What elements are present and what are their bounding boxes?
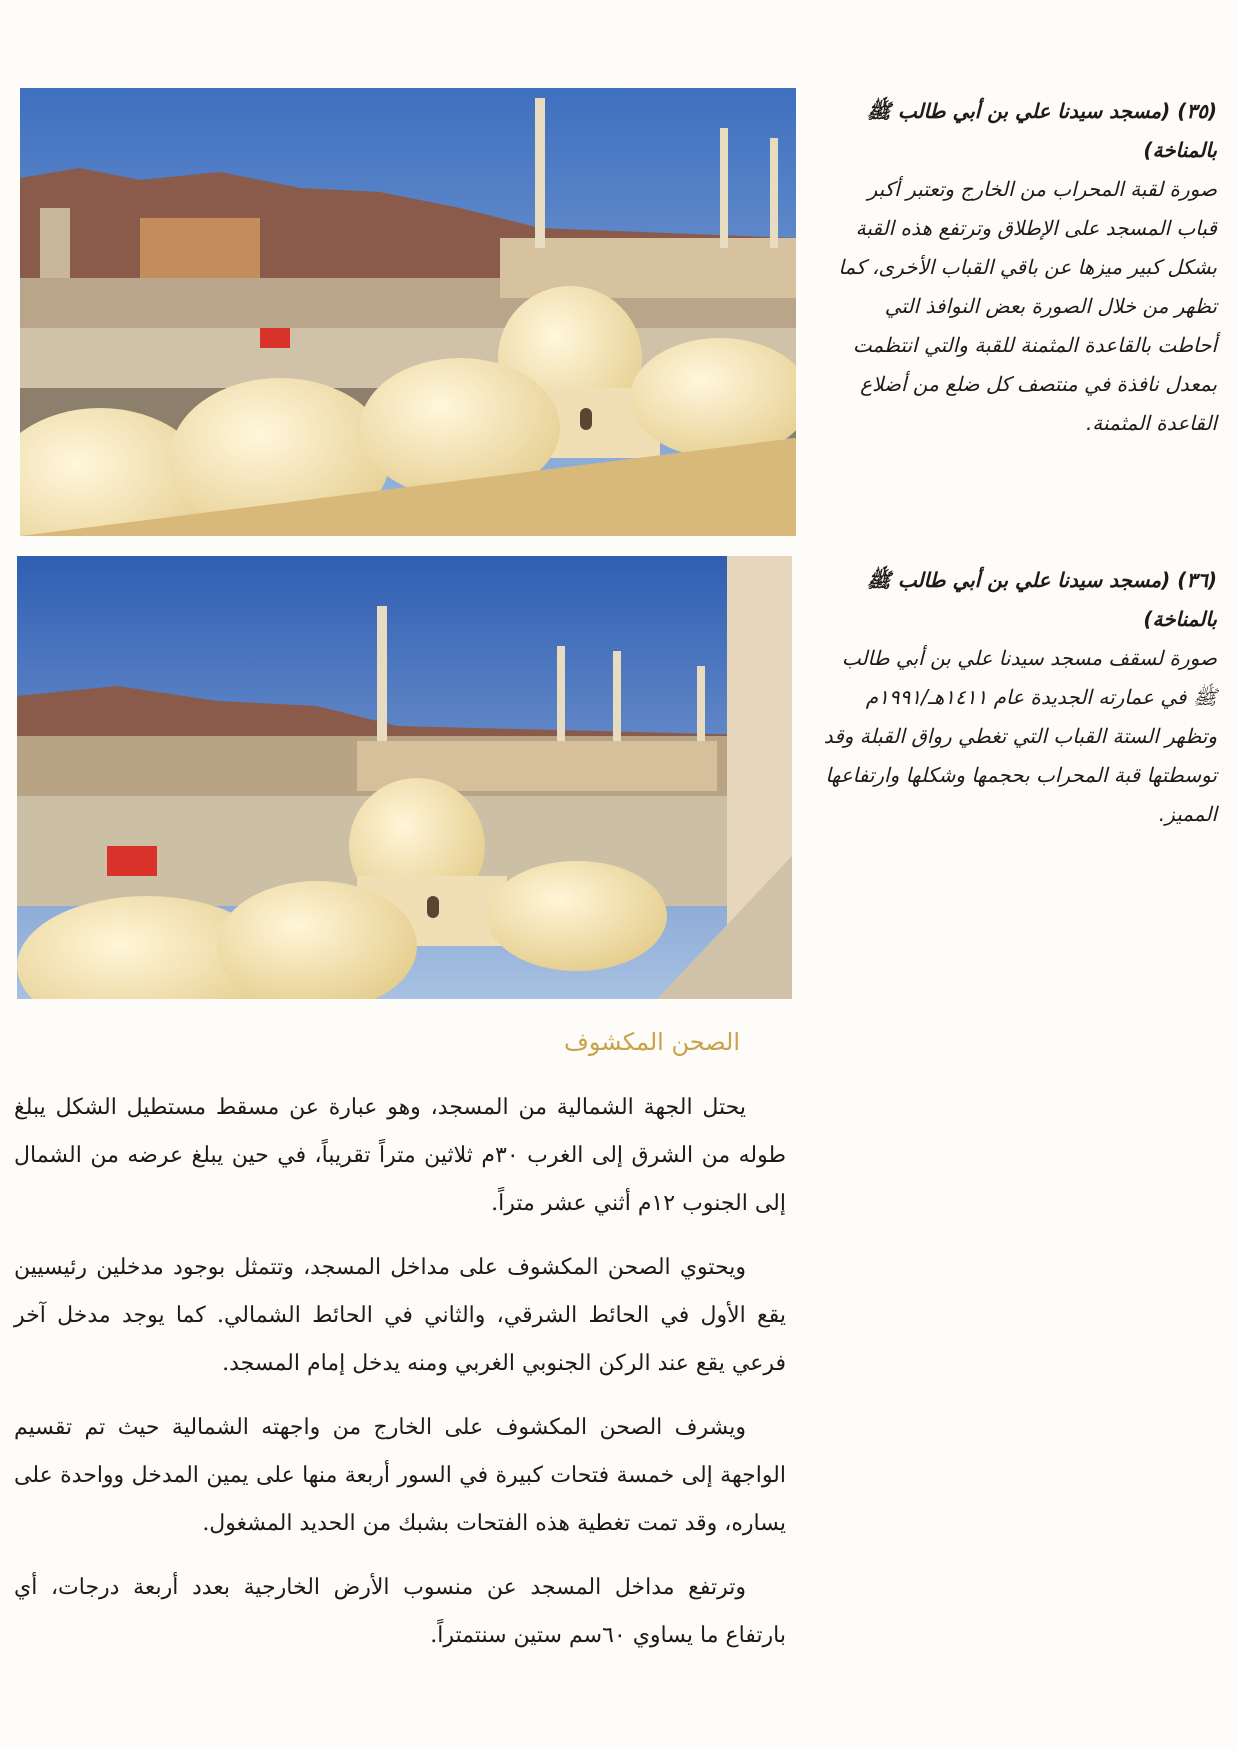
figure-caption-36 [822, 561, 1217, 834]
figure-description: صورة لقبة المحراب من الخارج وتعتبر أكبر قباب المسجد على الإطلاق وترتفع هذه القبة بشكل كبير ميزها عن باقي القباب الأخرى، كما تظهر من خلال الصورة بعض النوافذ التي أحاطت بالقاعدة المثمنة للقبة والتي انتظمت بمعدل نافذة في منتصف كل ضلع من أضلاع القاعدة المثمنة. [838, 177, 1217, 435]
figure-description: صورة لسقف مسجد سيدنا علي بن أبي طالب ﷺ في عمارته الجديدة عام ١٤١١هـ/١٩٩١م وتظهر الستة القباب التي تغطي رواق القبلة وقد توسطتها قبة المحراب بحجمها وشكلها وارتفاعها المميز. [823, 646, 1217, 826]
photo-2-drawing [17, 556, 792, 999]
photo-1-drawing [20, 88, 796, 536]
figure-caption-35 [822, 92, 1217, 443]
mosque-roof-photo-2 [17, 556, 792, 999]
body-text [14, 1084, 786, 1676]
paragraph: وترتفع مداخل المسجد عن منسوب الأرض الخارجية بعدد أربعة درجات، أي بارتفاع ما يساوي ٦٠سم ستين سنتمتراً. [14, 1575, 786, 1648]
paragraph: يحتل الجهة الشمالية من المسجد، وهو عبارة عن مسقط مستطيل الشكل يبلغ طوله من الشرق إلى الغرب ٣٠م ثلاثين متراً تقريباً، في حين يبلغ عرضه من الشمال إلى الجنوب ١٢م أثني عشر متراً. [14, 1095, 786, 1216]
paragraph: ويشرف الصحن المكشوف على الخارج من واجهته الشمالية حيث تم تقسيم الواجهة إلى خمسة فتحات كبيرة في السور أربعة منها على يمين المدخل وواحدة على يساره، وقد تمت تغطية هذه الفتحات بشبك من الحديد المشغول. [14, 1415, 786, 1536]
section-heading: الصحن المكشوف [564, 1028, 740, 1056]
paragraph: ويحتوي الصحن المكشوف على مداخل المسجد، وتتمثل بوجود مدخلين رئيسيين يقع الأول في الحائط الشرقي، والثاني في الحائط الشمالي. كما يوجد مدخل آخر فرعي يقع عند الركن الجنوبي الغربي ومنه يدخل إمام المسجد. [14, 1255, 786, 1376]
mosque-dome-photo-1 [20, 88, 796, 536]
figure-title: (٣٦) (مسجد سيدنا علي بن أبي طالب ﷺ بالمناخة) [866, 568, 1217, 631]
figure-title: (٣٥) (مسجد سيدنا علي بن أبي طالب ﷺ بالمناخة) [866, 99, 1217, 162]
